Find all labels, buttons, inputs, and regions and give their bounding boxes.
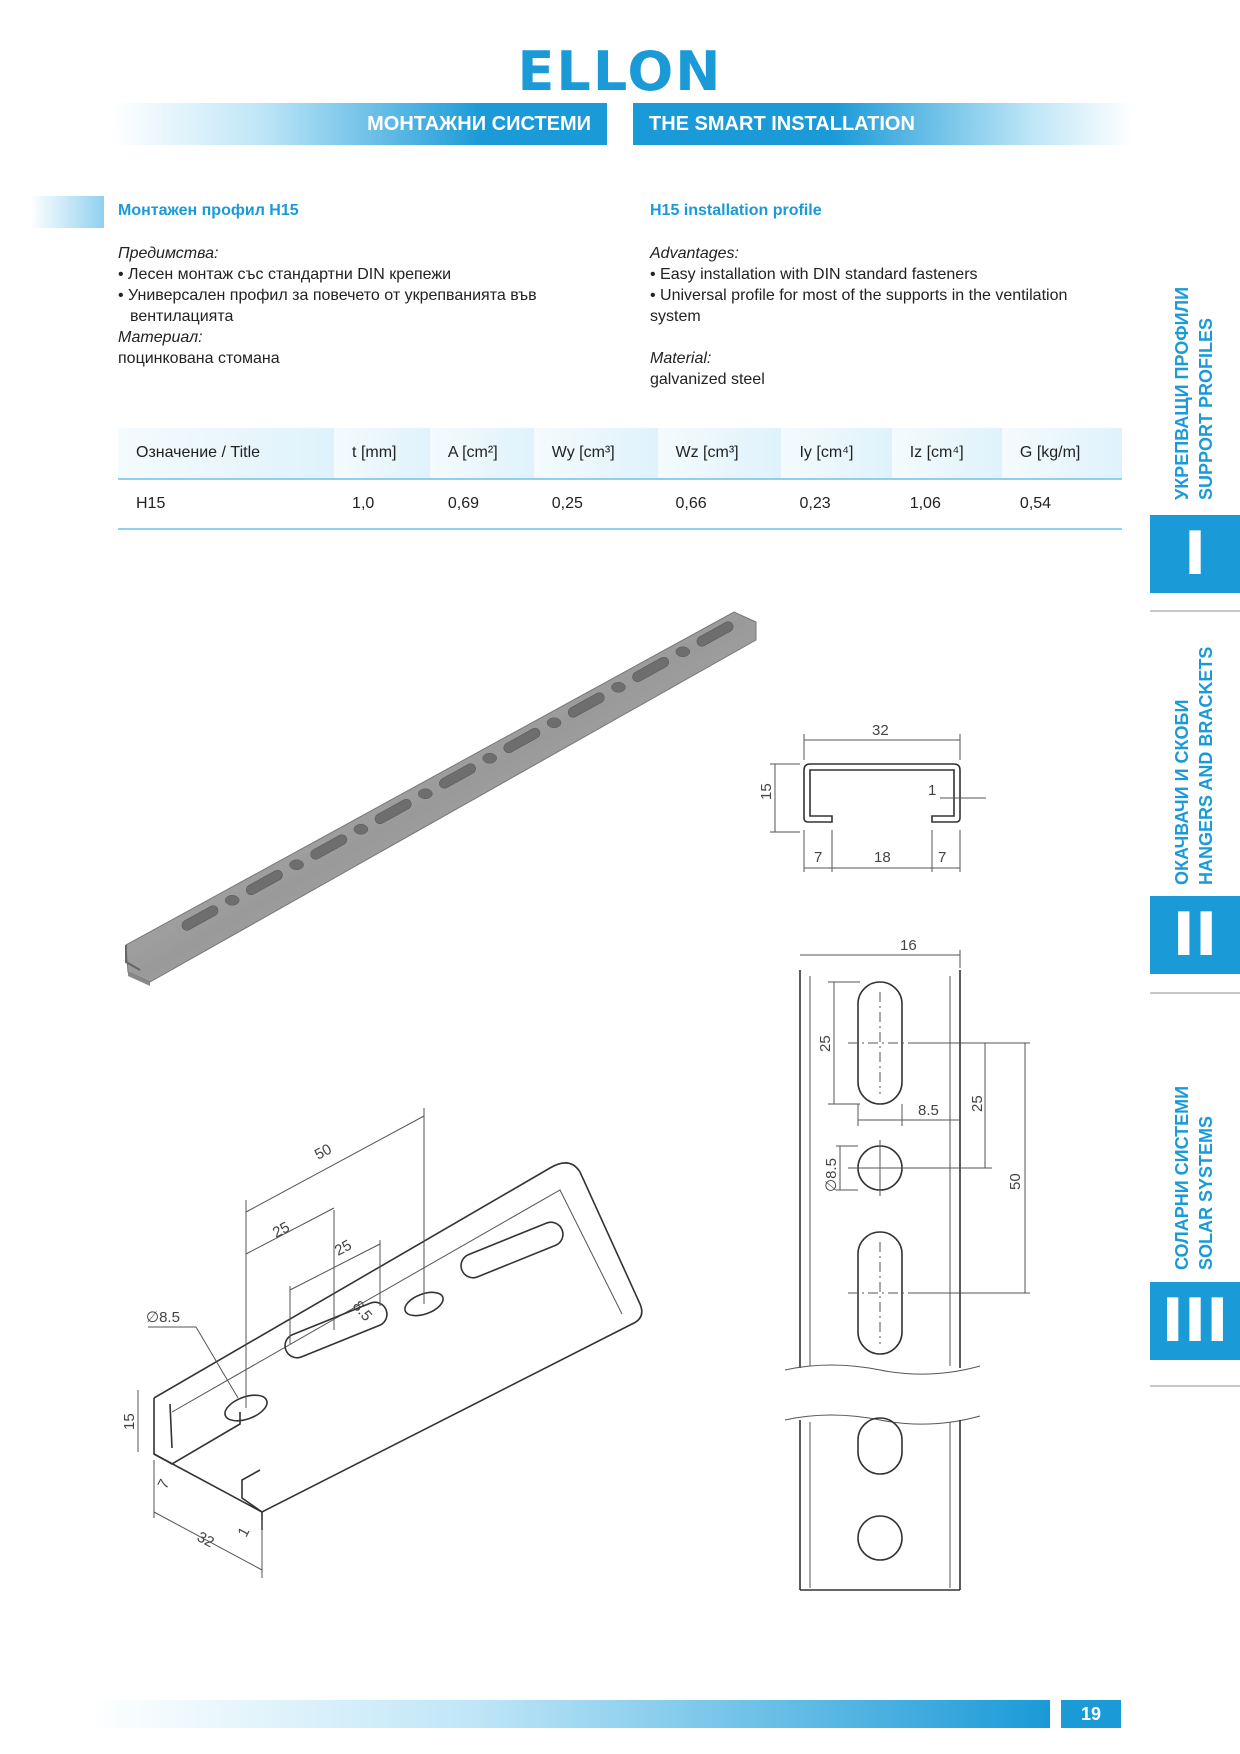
table-cell: 0,69 (430, 479, 534, 529)
right-material-label: Material: (650, 350, 712, 367)
col-header: Wz [cm³] (658, 428, 782, 479)
dim-plan-period: 50 (1007, 1173, 1024, 1190)
profile-hole (418, 789, 432, 799)
dim-plan-hole: ∅8.5 (823, 1158, 840, 1192)
right-bullet-2a: • Universal profile for most of the supports in the ventilation (650, 287, 1068, 304)
tab-3-label-bg: СОЛАРНИ СИСТЕМИ (1172, 1085, 1192, 1270)
col-header: A [cm²] (430, 428, 534, 479)
sidebar-tab-label-1[interactable] (1170, 268, 1240, 500)
col-header: Wy [cm³] (534, 428, 658, 479)
profile-hole (483, 753, 497, 763)
col-header: Iy [cm⁴] (781, 428, 891, 479)
profile-hole (225, 895, 239, 905)
profile-hole (676, 647, 690, 657)
header-band-left-text: МОНТАЖНИ СИСТЕМИ (367, 113, 591, 135)
table-cell: 1,0 (334, 479, 430, 529)
dim-plan-slot-width: 8.5 (918, 1102, 939, 1119)
col-header: G [kg/m] (1002, 428, 1122, 479)
dim-plan-width: 16 (900, 937, 917, 954)
tab-2-label-bg: ОКАЧВАЧИ И СКОБИ (1172, 699, 1192, 885)
sidebar-tab-2[interactable]: II (1150, 896, 1240, 974)
dim-iso-slot-width: 8.5 (348, 1297, 376, 1325)
dim-section-height: 15 (758, 783, 775, 800)
right-advantages-label: Advantages: (650, 245, 739, 262)
tab-3-text (1170, 1086, 1218, 1270)
profile-hole (547, 718, 561, 728)
tab-1-text (1170, 287, 1218, 500)
tab-2-text (1170, 647, 1218, 885)
left-bullet-2a: • Универсален профил за повечето от укрепванията във (118, 287, 537, 304)
sidebar-tab-label-2[interactable] (1170, 630, 1240, 885)
table-cell: 0,54 (1002, 479, 1122, 529)
dim-section-c: 7 (938, 849, 947, 866)
dim-iso-a: 7 (154, 1476, 174, 1492)
dim-iso-pitch1: 25 (269, 1218, 293, 1242)
table-cell: 0,66 (658, 479, 782, 529)
tab-2-label-en: HANGERS AND BRACKETS (1196, 646, 1216, 885)
right-material: galvanized steel (650, 371, 765, 388)
dim-iso-period: 50 (311, 1140, 335, 1164)
page-number: 19 (1061, 1700, 1121, 1728)
table-cell: 0,25 (534, 479, 658, 529)
right-title: H15 installation profile (650, 202, 822, 219)
left-material: поцинкована стомана (118, 350, 280, 367)
col-header: Означение / Title (118, 428, 334, 479)
table-cell: H15 (118, 479, 334, 529)
left-bullet-1: • Лесен монтаж със стандартни DIN крепежи (118, 266, 452, 283)
left-material-label: Материал: (118, 329, 203, 346)
footer-bar (90, 1700, 1050, 1728)
sidebar-tab-3[interactable]: III (1150, 1282, 1240, 1360)
tab-1-label-bg: УКРЕПВАЩИ ПРОФИЛИ (1172, 286, 1192, 500)
profile-3d-render (126, 612, 756, 986)
dim-plan-slot-length: 25 (817, 1035, 834, 1052)
left-title: Монтажен профил H15 (118, 202, 299, 219)
profile-hole (611, 682, 625, 692)
plan-view-drawing (785, 937, 1030, 1590)
table-cell: 0,23 (781, 479, 891, 529)
cross-section-drawing (758, 722, 986, 872)
isometric-drawing (121, 1108, 642, 1578)
dim-iso-hole: ∅8.5 (146, 1309, 180, 1326)
dim-section-a: 7 (814, 849, 823, 866)
left-advantages-label: Предимства: (118, 245, 219, 262)
right-bullet-2b: system (650, 308, 701, 325)
sidebar-tab-label-3[interactable] (1170, 1075, 1240, 1270)
dim-section-width: 32 (872, 722, 889, 739)
brand-logo: ELLON (517, 40, 723, 103)
dim-iso-height: 15 (121, 1413, 138, 1430)
tab-divider (1150, 992, 1240, 994)
sidebar-tab-1[interactable]: I (1150, 515, 1240, 593)
dim-iso-pitch2: 25 (331, 1236, 355, 1260)
header-band-right-text: THE SMART INSTALLATION (649, 113, 915, 135)
profile-hole (290, 860, 304, 870)
right-bullet-1: • Easy installation with DIN standard fasteners (650, 266, 978, 283)
dim-section-b: 18 (874, 849, 891, 866)
tab-divider (1150, 610, 1240, 612)
dim-plan-pitch: 25 (969, 1095, 986, 1112)
tab-3-label-en: SOLAR SYSTEMS (1196, 1115, 1216, 1270)
table-cell: 1,06 (892, 479, 1002, 529)
profile-hole (354, 824, 368, 834)
tab-divider (1150, 1385, 1240, 1387)
tab-1-label-en: SUPPORT PROFILES (1196, 317, 1216, 500)
col-header: t [mm] (334, 428, 430, 479)
dim-iso-thickness: 1 (234, 1524, 254, 1540)
dim-iso-width: 32 (194, 1528, 217, 1552)
col-header: Iz [cm⁴] (892, 428, 1002, 479)
left-bullet-2b: вентилацията (130, 308, 234, 325)
dim-section-thickness: 1 (928, 782, 937, 799)
